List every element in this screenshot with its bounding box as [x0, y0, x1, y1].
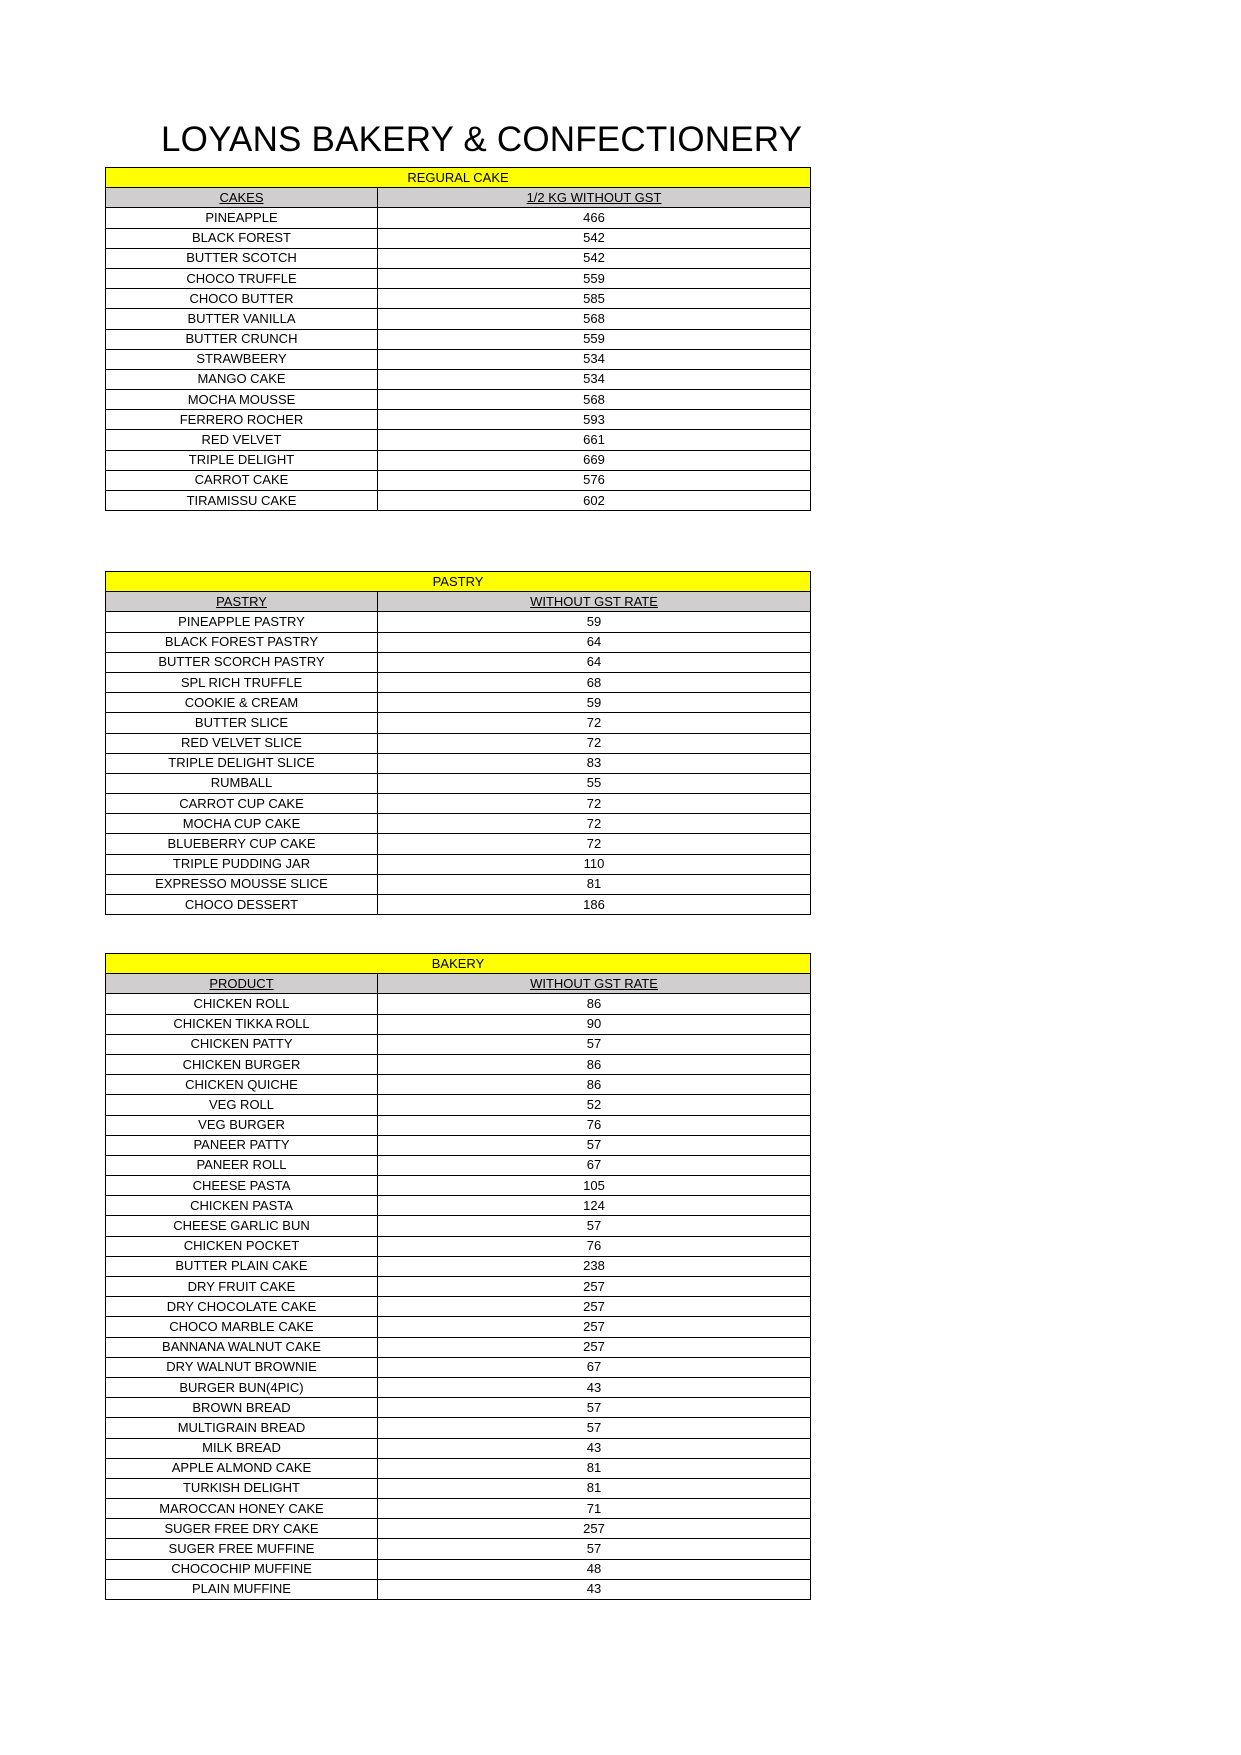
table-row [106, 1478, 811, 1498]
item-name: DRY CHOCOLATE CAKE [106, 1297, 378, 1317]
item-price: 257 [378, 1297, 811, 1317]
item-price: 81 [378, 1478, 811, 1498]
table-row [106, 1075, 811, 1095]
item-name: BUTTER PLAIN CAKE [106, 1256, 378, 1276]
item-price: 72 [378, 713, 811, 733]
table-row [106, 450, 811, 470]
table-row [106, 208, 811, 228]
item-name: MANGO CAKE [106, 369, 378, 389]
item-price: 72 [378, 834, 811, 854]
table-row [106, 491, 811, 511]
item-name: CHICKEN ROLL [106, 994, 378, 1014]
item-name: VEG BURGER [106, 1115, 378, 1135]
item-name: EXPRESSO MOUSSE SLICE [106, 874, 378, 894]
item-name: BUTTER SCOTCH [106, 248, 378, 268]
item-name: BLUEBERRY CUP CAKE [106, 834, 378, 854]
column-header-item: PRODUCT [106, 974, 378, 994]
section-heading: PASTRY [106, 572, 811, 592]
item-price: 238 [378, 1256, 811, 1276]
item-name: BURGER BUN(4PIC) [106, 1377, 378, 1397]
item-name: TIRAMISSU CAKE [106, 491, 378, 511]
table-row [106, 1317, 811, 1337]
item-name: CHOCO BUTTER [106, 289, 378, 309]
table-row [106, 1176, 811, 1196]
item-name: BLACK FOREST [106, 228, 378, 248]
table-row [106, 874, 811, 894]
item-price: 67 [378, 1155, 811, 1175]
item-price: 124 [378, 1196, 811, 1216]
table-row [106, 430, 811, 450]
table-row [106, 814, 811, 834]
column-header-row [106, 188, 811, 208]
item-name: PANEER PATTY [106, 1135, 378, 1155]
item-price: 57 [378, 1539, 811, 1559]
item-name: CHOCO MARBLE CAKE [106, 1317, 378, 1337]
item-price: 542 [378, 228, 811, 248]
table-row [106, 1115, 811, 1135]
item-price: 48 [378, 1559, 811, 1579]
table-row [106, 1519, 811, 1539]
item-price: 568 [378, 309, 811, 329]
item-price: 68 [378, 672, 811, 692]
item-price: 72 [378, 733, 811, 753]
item-name: VEG ROLL [106, 1095, 378, 1115]
item-price: 669 [378, 450, 811, 470]
item-price: 67 [378, 1357, 811, 1377]
table-row [106, 854, 811, 874]
table-row [106, 1236, 811, 1256]
item-price: 83 [378, 753, 811, 773]
item-name: FERRERO ROCHER [106, 410, 378, 430]
table-row [106, 794, 811, 814]
item-name: STRAWBEERY [106, 349, 378, 369]
item-price: 81 [378, 874, 811, 894]
item-price: 542 [378, 248, 811, 268]
section-heading-row [106, 954, 811, 974]
table-row [106, 713, 811, 733]
item-name: SUGER FREE MUFFINE [106, 1539, 378, 1559]
item-name: CARROT CUP CAKE [106, 794, 378, 814]
item-name: BUTTER CRUNCH [106, 329, 378, 349]
item-name: CHICKEN TIKKA ROLL [106, 1014, 378, 1034]
item-name: RED VELVET SLICE [106, 733, 378, 753]
item-name: APPLE ALMOND CAKE [106, 1458, 378, 1478]
table-row [106, 895, 811, 915]
item-price: 86 [378, 994, 811, 1014]
item-price: 186 [378, 895, 811, 915]
regular-cake-table [105, 167, 811, 511]
item-price: 466 [378, 208, 811, 228]
item-price: 602 [378, 491, 811, 511]
item-price: 59 [378, 612, 811, 632]
item-name: CHEESE PASTA [106, 1176, 378, 1196]
item-price: 57 [378, 1418, 811, 1438]
item-price: 43 [378, 1438, 811, 1458]
item-name: RED VELVET [106, 430, 378, 450]
table-row [106, 1458, 811, 1478]
table-row [106, 369, 811, 389]
item-price: 576 [378, 470, 811, 490]
table-row [106, 1256, 811, 1276]
item-price: 81 [378, 1458, 811, 1478]
table-row [106, 1357, 811, 1377]
item-price: 55 [378, 773, 811, 793]
column-header-item: PASTRY [106, 592, 378, 612]
item-name: TURKISH DELIGHT [106, 1478, 378, 1498]
column-header-row [106, 974, 811, 994]
table-row [106, 309, 811, 329]
item-price: 72 [378, 814, 811, 834]
item-price: 43 [378, 1377, 811, 1397]
item-name: PINEAPPLE [106, 208, 378, 228]
item-name: SPL RICH TRUFFLE [106, 672, 378, 692]
item-name: CHICKEN BURGER [106, 1054, 378, 1074]
table-row [106, 1559, 811, 1579]
table-row [106, 1034, 811, 1054]
item-name: CHICKEN QUICHE [106, 1075, 378, 1095]
table-row [106, 733, 811, 753]
item-price: 57 [378, 1216, 811, 1236]
table-row [106, 834, 811, 854]
item-price: 57 [378, 1034, 811, 1054]
item-name: MULTIGRAIN BREAD [106, 1418, 378, 1438]
item-price: 86 [378, 1054, 811, 1074]
table-row [106, 652, 811, 672]
item-name: CARROT CAKE [106, 470, 378, 490]
item-name: PLAIN MUFFINE [106, 1579, 378, 1599]
item-price: 43 [378, 1579, 811, 1599]
item-name: BROWN BREAD [106, 1398, 378, 1418]
table-row [106, 1438, 811, 1458]
table-row [106, 1196, 811, 1216]
item-name: CHOCO DESSERT [106, 895, 378, 915]
item-name: BUTTER SCORCH PASTRY [106, 652, 378, 672]
item-name: DRY WALNUT BROWNIE [106, 1357, 378, 1377]
table-row [106, 1095, 811, 1115]
table-row [106, 1579, 811, 1599]
item-price: 257 [378, 1337, 811, 1357]
table-row [106, 228, 811, 248]
table-row [106, 1297, 811, 1317]
item-name: SUGER FREE DRY CAKE [106, 1519, 378, 1539]
item-name: BUTTER SLICE [106, 713, 378, 733]
column-header-item: CAKES [106, 188, 378, 208]
table-row [106, 1277, 811, 1297]
table-row [106, 1337, 811, 1357]
table-row [106, 1014, 811, 1034]
item-price: 559 [378, 329, 811, 349]
item-name: MOCHA MOUSSE [106, 390, 378, 410]
column-header-price: WITHOUT GST RATE [378, 974, 811, 994]
table-row [106, 349, 811, 369]
item-price: 76 [378, 1236, 811, 1256]
item-price: 64 [378, 652, 811, 672]
item-price: 52 [378, 1095, 811, 1115]
item-name: BLACK FOREST PASTRY [106, 632, 378, 652]
item-name: MAROCCAN HONEY CAKE [106, 1499, 378, 1519]
item-price: 534 [378, 369, 811, 389]
table-row [106, 470, 811, 490]
item-price: 661 [378, 430, 811, 450]
item-name: PANEER ROLL [106, 1155, 378, 1175]
bakery-table [105, 953, 811, 1600]
item-price: 593 [378, 410, 811, 430]
table-row [106, 693, 811, 713]
section-heading: REGURAL CAKE [106, 168, 811, 188]
table-row [106, 1216, 811, 1236]
item-name: TRIPLE DELIGHT [106, 450, 378, 470]
column-header-price: WITHOUT GST RATE [378, 592, 811, 612]
table-row [106, 329, 811, 349]
item-price: 568 [378, 390, 811, 410]
item-name: MILK BREAD [106, 1438, 378, 1458]
table-row [106, 994, 811, 1014]
item-name: PINEAPPLE PASTRY [106, 612, 378, 632]
item-name: CHICKEN POCKET [106, 1236, 378, 1256]
table-row [106, 268, 811, 288]
table-row [106, 289, 811, 309]
item-name: BUTTER VANILLA [106, 309, 378, 329]
item-price: 90 [378, 1014, 811, 1034]
table-row [106, 672, 811, 692]
item-name: TRIPLE DELIGHT SLICE [106, 753, 378, 773]
item-name: COOKIE & CREAM [106, 693, 378, 713]
item-price: 534 [378, 349, 811, 369]
table-row [106, 1499, 811, 1519]
item-price: 72 [378, 794, 811, 814]
item-price: 71 [378, 1499, 811, 1519]
item-price: 64 [378, 632, 811, 652]
table-row [106, 773, 811, 793]
column-header-price: 1/2 KG WITHOUT GST [378, 188, 811, 208]
table-row [106, 1539, 811, 1559]
item-price: 257 [378, 1277, 811, 1297]
item-price: 559 [378, 268, 811, 288]
item-name: CHEESE GARLIC BUN [106, 1216, 378, 1236]
table-row [106, 632, 811, 652]
table-row [106, 390, 811, 410]
item-name: CHICKEN PATTY [106, 1034, 378, 1054]
table-row [106, 1054, 811, 1074]
table-row [106, 248, 811, 268]
table-row [106, 1398, 811, 1418]
item-name: MOCHA CUP CAKE [106, 814, 378, 834]
table-row [106, 612, 811, 632]
item-name: DRY FRUIT CAKE [106, 1277, 378, 1297]
section-heading-row [106, 168, 811, 188]
pastry-table [105, 571, 811, 915]
item-price: 257 [378, 1317, 811, 1337]
item-price: 76 [378, 1115, 811, 1135]
column-header-row [106, 592, 811, 612]
item-price: 59 [378, 693, 811, 713]
item-name: BANNANA WALNUT CAKE [106, 1337, 378, 1357]
section-heading-row [106, 572, 811, 592]
item-name: CHOCO TRUFFLE [106, 268, 378, 288]
item-name: TRIPLE PUDDING JAR [106, 854, 378, 874]
page-title: LOYANS BAKERY & CONFECTIONERY [161, 120, 803, 159]
item-name: CHICKEN PASTA [106, 1196, 378, 1216]
item-price: 86 [378, 1075, 811, 1095]
item-price: 57 [378, 1398, 811, 1418]
item-price: 257 [378, 1519, 811, 1539]
table-row [106, 1418, 811, 1438]
table-row [106, 410, 811, 430]
item-price: 57 [378, 1135, 811, 1155]
table-row [106, 1377, 811, 1397]
item-price: 110 [378, 854, 811, 874]
section-heading: BAKERY [106, 954, 811, 974]
item-price: 585 [378, 289, 811, 309]
item-name: CHOCOCHIP MUFFINE [106, 1559, 378, 1579]
table-row [106, 1135, 811, 1155]
table-row [106, 753, 811, 773]
item-price: 105 [378, 1176, 811, 1196]
item-name: RUMBALL [106, 773, 378, 793]
table-row [106, 1155, 811, 1175]
